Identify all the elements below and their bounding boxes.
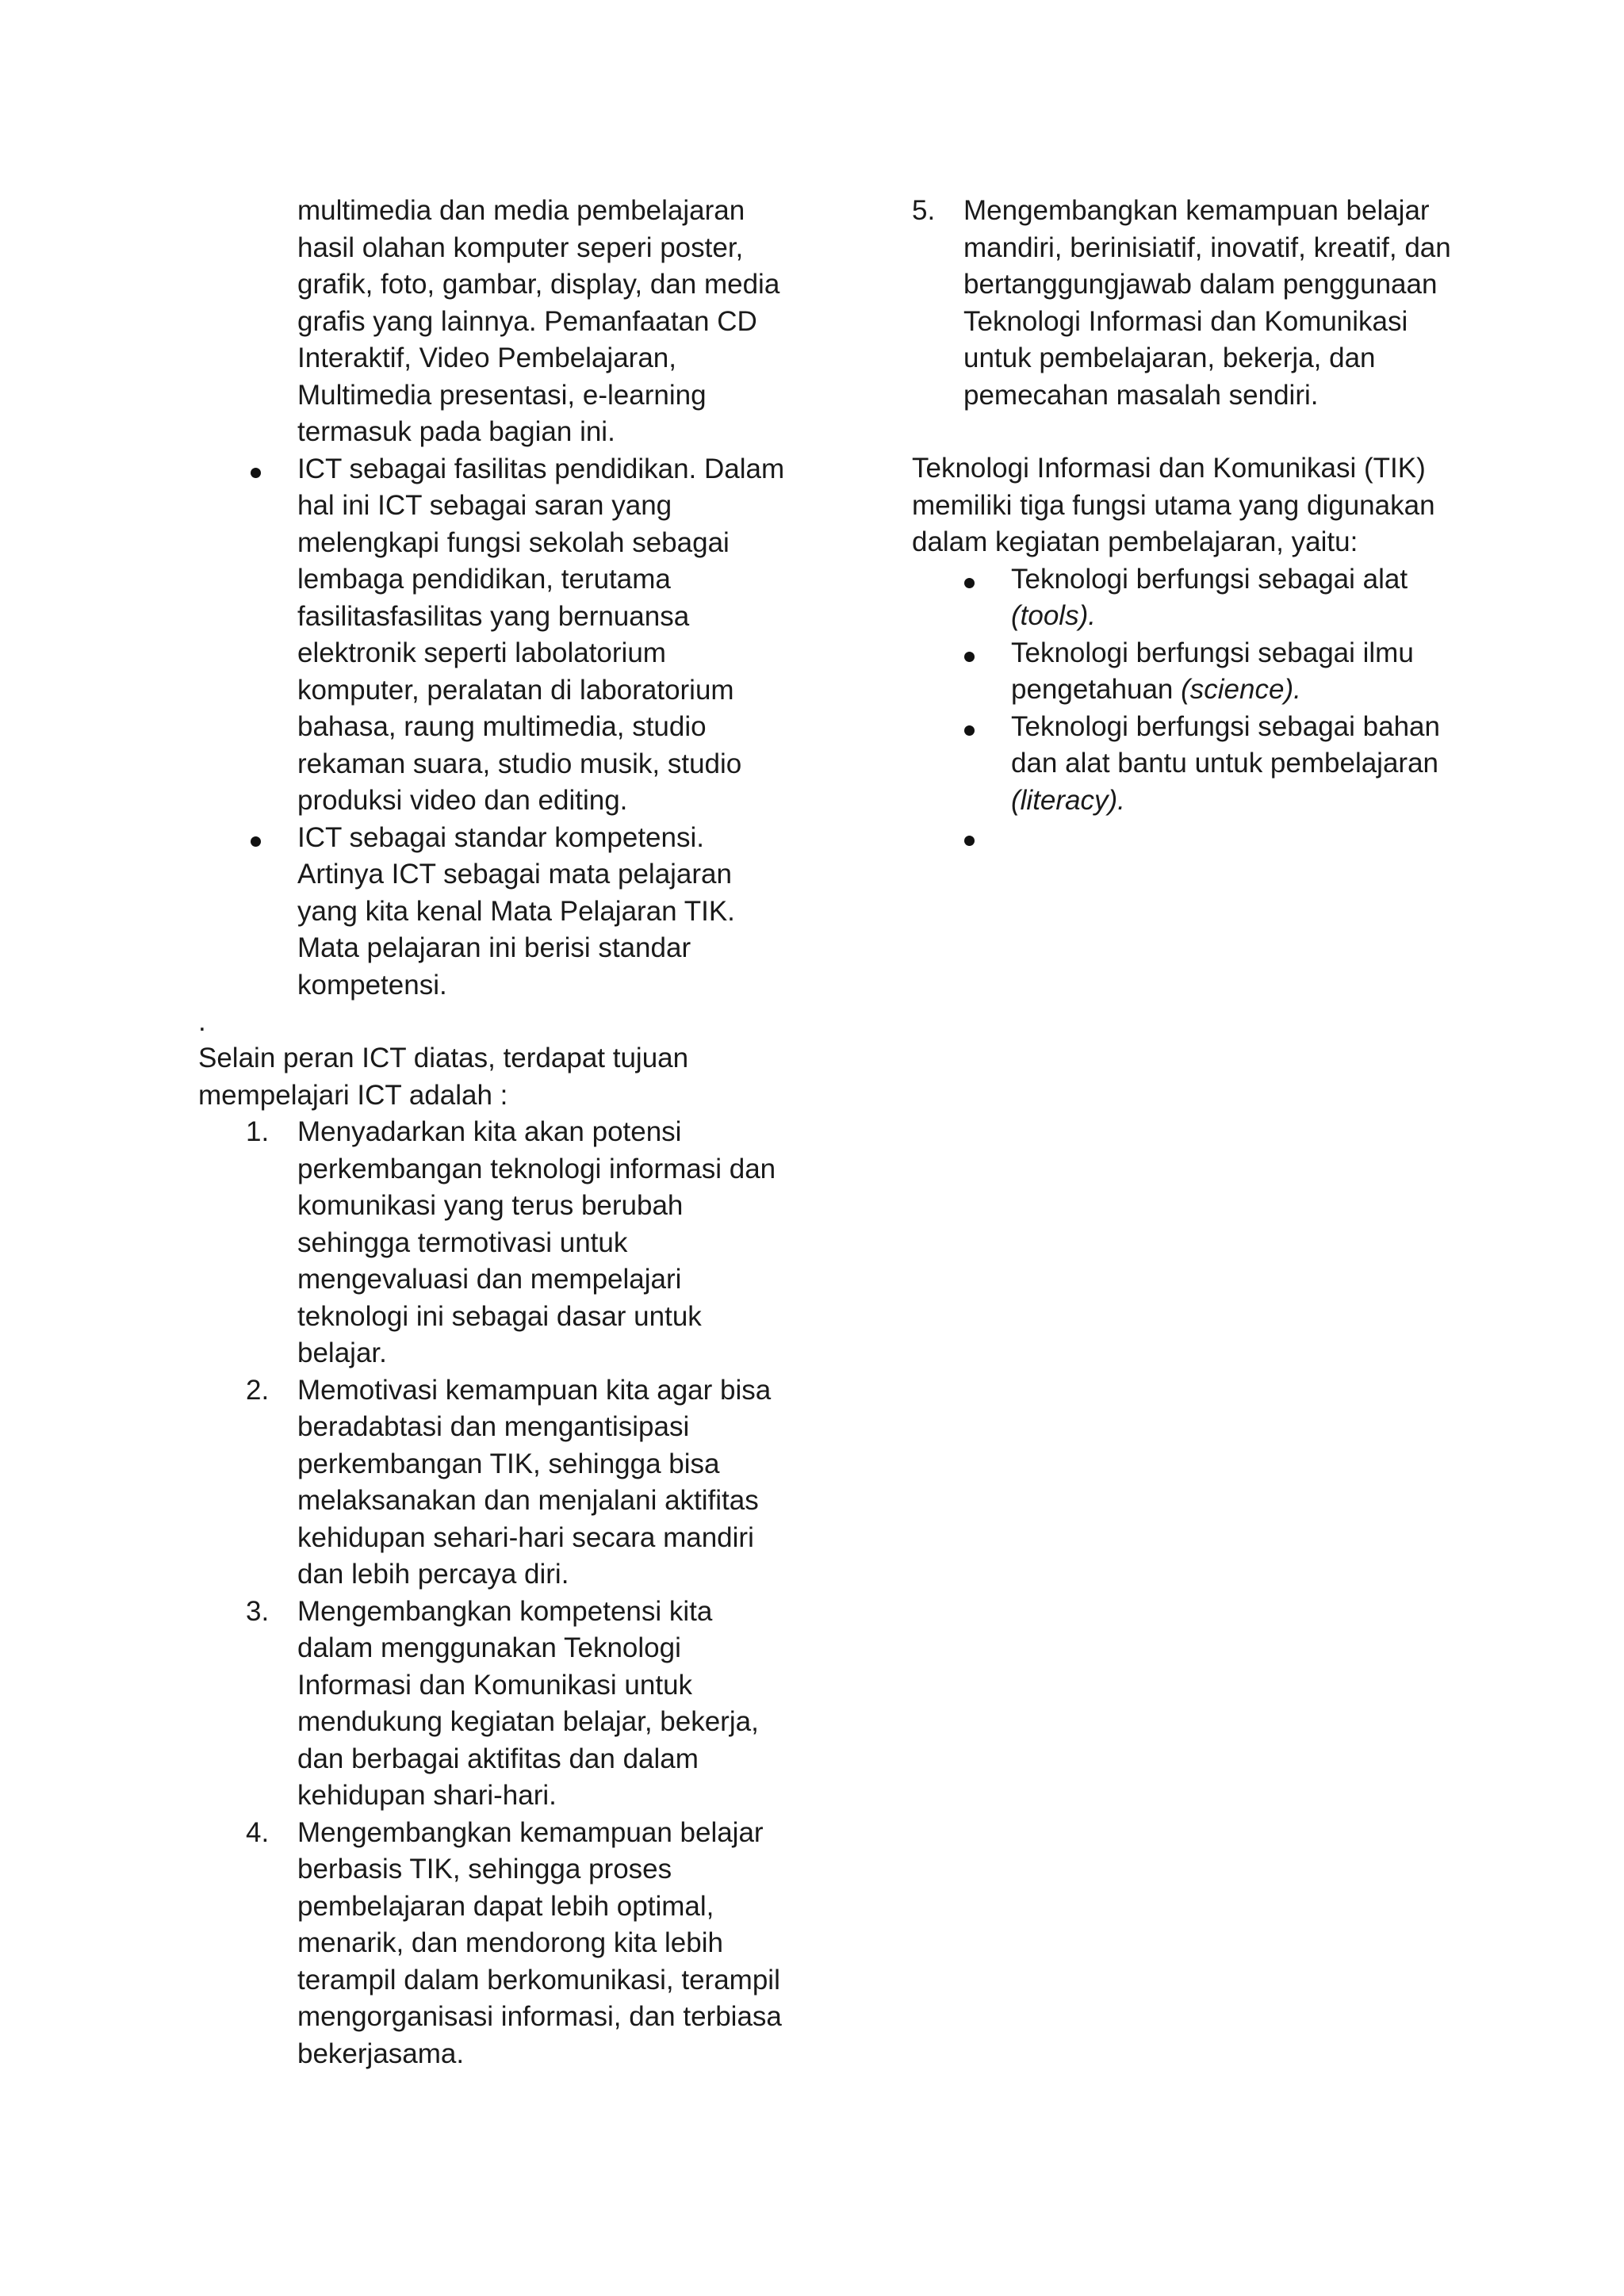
empty-list-item — [912, 819, 1451, 856]
function-term: (tools). — [1011, 600, 1096, 631]
list-item — [912, 635, 1451, 709]
functions-list — [912, 561, 1451, 856]
list-item — [912, 193, 1451, 414]
item-text: Menyadarkan kita akan potensi perkembangan teknologi informasi dan komunikasi yang terus berubah sehingga termotivasi untuk mengevaluasi dan mempelajari teknologi ini sebagai dasar untuk belajar. — [297, 1116, 776, 1368]
bullet-text: Teknologi berfungsi sebagai alat — [1011, 563, 1408, 595]
bullet-text: Teknologi berfungsi sebagai ilmu pengetahuan — [1011, 637, 1414, 705]
list-item — [198, 1114, 785, 1372]
bullet-icon — [964, 635, 975, 672]
left-column — [198, 193, 785, 2072]
bullet-icon — [251, 820, 261, 857]
item-number: 2. — [246, 1374, 270, 1406]
bullet-icon — [964, 561, 975, 599]
continuation-paragraph: multimedia dan media pembelajaran hasil olahan komputer seperi poster, grafik, foto, gambar, display, dan media grafis yang lainnya. Pemanfaatan CD Interaktif, Video Pembelajaran, Multimedia presentasi, e-learning termasuk pada bagian ini. — [297, 195, 780, 447]
function-term: (literacy). — [1011, 784, 1125, 816]
item-number: 1. — [246, 1116, 270, 1147]
functions-intro: Teknologi Informasi dan Komunikasi (TIK) memiliki tiga fungsi utama yang digunakan dalam kegiatan pembelajaran, yaitu: — [912, 453, 1435, 557]
list-item — [198, 1372, 785, 1594]
bullet-text: Teknologi berfungsi sebagai bahan dan alat bantu untuk pembelajaran — [1011, 710, 1440, 779]
spacer — [912, 414, 1451, 450]
objectives-list — [198, 1114, 785, 2072]
bullet-icon — [964, 709, 975, 746]
right-column — [912, 193, 1451, 856]
function-term: (science). — [1181, 674, 1301, 705]
objectives-list-continued — [912, 193, 1451, 414]
stray-dot: . — [198, 1006, 206, 1037]
item-text: Mengembangkan kemampuan belajar mandiri, berinisiatif, inovatif, kreatif, dan bertanggungjawab dalam penggunaan Teknologi Informasi dan Komunikasi untuk pembelajaran, bekerja, dan pemecahan masalah sendiri. — [963, 195, 1451, 411]
bullet-icon — [251, 451, 261, 488]
item-text: Mengembangkan kemampuan belajar berbasis TIK, sehingga proses pembelajaran dapat lebih optimal, menarik, dan mendorong kita lebih terampil dalam berkomunikasi, terampil mengorganisasi informasi, dan terbiasa bekerjasama. — [297, 1816, 782, 2069]
bullet-text: ICT sebagai standar kompetensi. Artinya ICT sebagai mata pelajaran yang kita kenal Mata Pelajaran TIK. Mata pelajaran ini berisi standar kompetensi. — [297, 821, 735, 1001]
item-number: 5. — [912, 195, 936, 226]
objectives-intro: Selain peran ICT diatas, terdapat tujuan mempelajari ICT adalah : — [198, 1043, 689, 1111]
list-item — [198, 1594, 785, 1815]
list-item — [198, 820, 785, 1004]
ict-role-list — [198, 451, 785, 1004]
item-number: 4. — [246, 1816, 270, 1848]
list-item — [198, 1815, 785, 2073]
bullet-icon — [964, 819, 975, 856]
bullet-text: ICT sebagai fasilitas pendidikan. Dalam hal ini ICT sebagai saran yang melengkapi fungsi sekolah sebagai lembaga pendidikan, terutama fasilitasfasilitas yang bernuansa elektronik seperti labolatorium komputer, peralatan di laboratorium bahasa, raung multimedia, studio rekaman suara, studio musik, studio produksi video dan editing. — [297, 453, 785, 816]
item-text: Mengembangkan kompetensi kita dalam menggunakan Teknologi Informasi dan Komunikasi untuk mendukung kegiatan belajar, bekerja, dan berbagai aktifitas dan dalam kehidupan shari-hari. — [297, 1595, 759, 1811]
list-item — [912, 709, 1451, 820]
item-number: 3. — [246, 1595, 270, 1627]
list-item — [912, 561, 1451, 635]
list-item — [198, 451, 785, 820]
item-text: Memotivasi kemampuan kita agar bisa beradabtasi dan mengantisipasi perkembangan TIK, sehingga bisa melaksanakan dan menjalani aktifitas kehidupan sehari-hari secara mandiri dan lebih percaya diri. — [297, 1374, 772, 1590]
